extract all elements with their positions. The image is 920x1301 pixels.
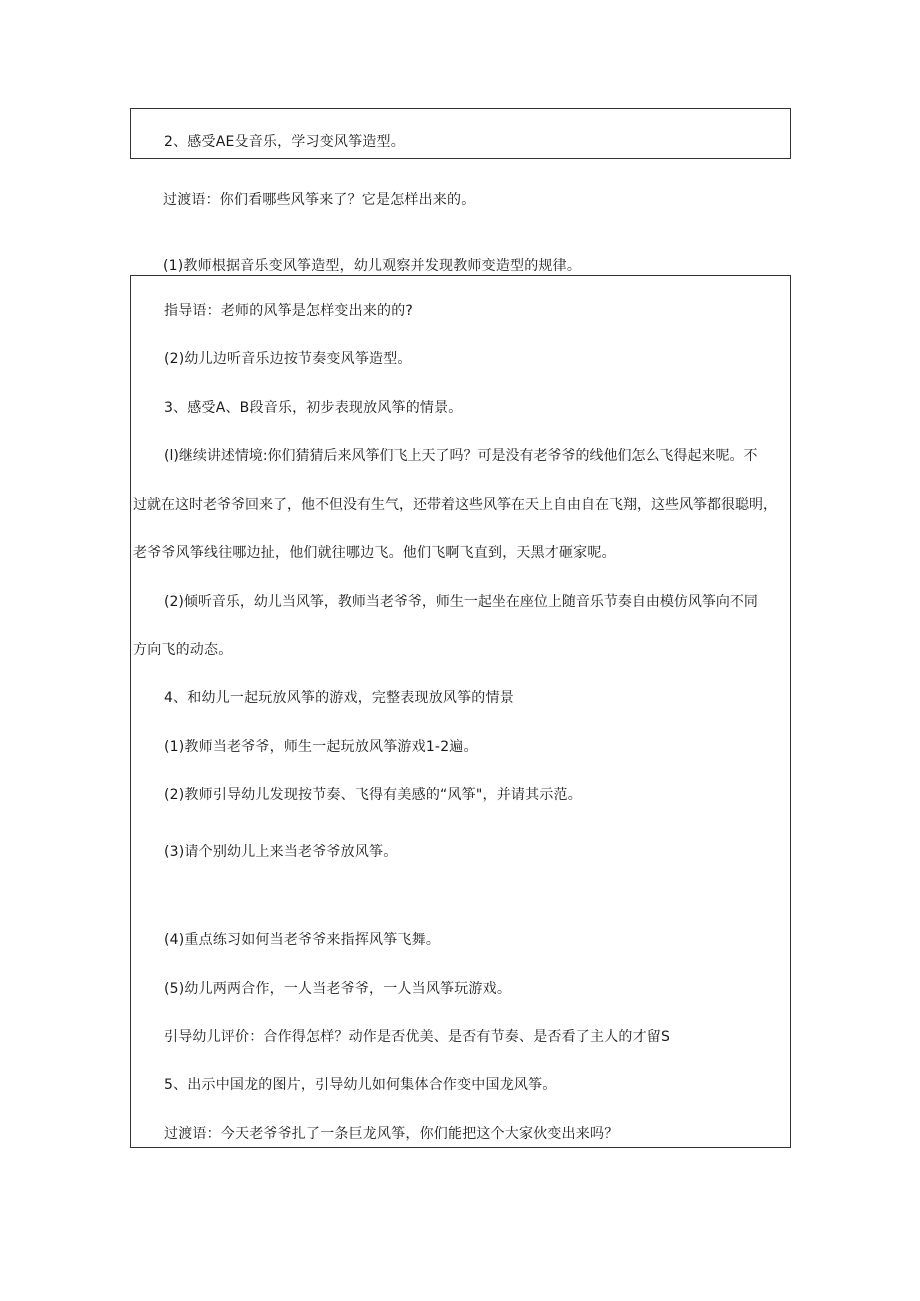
listen-paragraph-line-2: 方向飞的动态。 [133, 642, 233, 658]
section-2-heading: 2、感受AE殳音乐，学习变风筝造型。 [164, 134, 405, 150]
game-step-2: (2)教师引导幼儿发现按节奏、飞得有美感的“风筝"，并请其示范。 [164, 787, 582, 803]
story-paragraph-line-3: 老爷爷风筝线往哪边扯，他们就往哪边飞。他们飞啊飞直到，天黑才砸家呢。 [133, 545, 616, 561]
step-1-text: (1)教师根据音乐变风筝造型，幼儿观察并发现教师变造型的规律。 [163, 258, 582, 274]
dragon-transition-text: 过渡语：今天老爷爷扎了一条巨龙风筝，你们能把这个大家伙变出来吗？ [164, 1126, 619, 1142]
transition-text: 过渡语：你们看哪些风筝来了？它是怎样出来的。 [163, 192, 476, 208]
section-5-heading: 5、出示中国龙的图片，引导幼儿如何集体合作变中国龙风筝。 [164, 1077, 557, 1093]
game-step-3: (3)请个别幼儿上来当老爷爷放风筝。 [164, 844, 398, 860]
section-3-heading: 3、感受A、B段音乐，初步表现放风筝的情景。 [164, 400, 463, 416]
evaluation-text: 引导幼儿评价：合作得怎样？动作是否优美、是否有节奏、是否看了主人的才留S [164, 1029, 671, 1045]
game-step-4: (4)重点练习如何当老爷爷来指挥风筝飞舞。 [164, 932, 441, 948]
main-table-cell [130, 275, 791, 1148]
story-paragraph-line-2: 过就在这时老爷爷回来了，他不但没有生气，还带着这些风筝在天上自由自在飞翔，这些风筝都很聪明， [133, 497, 777, 513]
guidance-text: 指导语：老师的风筝是怎样变出来的的? [164, 303, 414, 319]
top-table-cell [130, 108, 791, 159]
section-4-heading: 4、和幼儿一起玩放风筝的游戏，完整表现放风筝的情景 [164, 690, 514, 706]
listen-paragraph-line-1: (2)倾听音乐，幼儿当风筝，教师当老爷爷，师生一起坐在座位上随音乐节奏自由模仿风筝向不同 [164, 594, 758, 610]
game-step-1: (1)教师当老爷爷，师生一起玩放风筝游戏1-2遍。 [164, 739, 478, 755]
game-step-5: (5)幼儿两两合作，一人当老爷爷，一人当风筝玩游戏。 [164, 981, 512, 997]
step-2-text: (2)幼儿边听音乐边按节奏变风筝造型。 [164, 351, 412, 367]
story-paragraph-line-1: (l)继续讲述情境:你们猜猜后来风筝们飞上天了吗？可是没有老爷爷的线他们怎么飞得起来呢。不 [164, 448, 758, 464]
